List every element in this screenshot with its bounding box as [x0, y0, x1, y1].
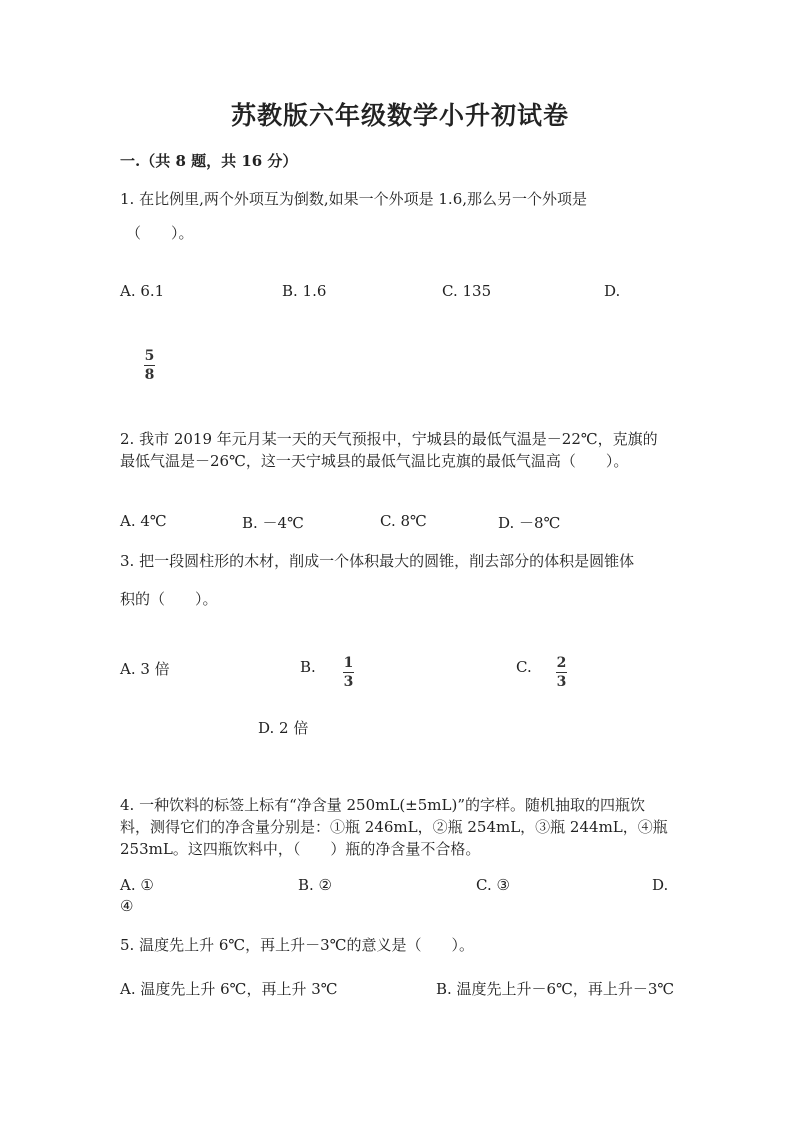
- q2-option-c[interactable]: C. 8℃: [380, 512, 427, 530]
- fraction-denominator: 8: [144, 367, 155, 383]
- q2-option-a[interactable]: A. 4℃: [120, 512, 167, 530]
- fraction-bar: [343, 672, 354, 673]
- question-3-line-1: 3. 把一段圆柱形的木材，削成一个体积最大的圆锥，削去部分的体积是圆锥体: [120, 552, 635, 570]
- q5-option-b[interactable]: B. 温度先上升－6℃，再上升－3℃: [436, 980, 675, 998]
- q1-option-b[interactable]: B. 1.6: [282, 282, 327, 300]
- q5-option-a[interactable]: A. 温度先上升 6℃，再上升 3℃: [120, 980, 338, 998]
- fraction-numerator: 2: [556, 655, 567, 671]
- question-1-line-2: （ ）。: [126, 224, 194, 242]
- q3-option-d[interactable]: D. 2 倍: [258, 719, 309, 737]
- fraction-denominator: 3: [556, 674, 567, 690]
- q3-option-b-fraction: [343, 652, 354, 690]
- page-title: 苏教版六年级数学小升初试卷: [230, 101, 569, 130]
- q1-option-d[interactable]: D.: [604, 282, 621, 300]
- q3-option-b[interactable]: B.: [300, 658, 316, 676]
- question-4-line-3: 253mL。这四瓶饮料中，（ ）瓶的净含量不合格。: [120, 840, 481, 858]
- q4-option-a[interactable]: A. ①: [120, 876, 154, 894]
- question-3-line-2: 积的（ ）。: [120, 590, 218, 608]
- q1-option-a[interactable]: A. 6.1: [120, 282, 165, 300]
- question-1-line-1: 1. 在比例里,两个外项互为倒数,如果一个外项是 1.6,那么另一个外项是: [120, 190, 588, 208]
- q3-option-c-fraction: [556, 652, 567, 690]
- q1-option-c[interactable]: C. 135: [442, 282, 492, 300]
- q3-option-a[interactable]: A. 3 倍: [120, 660, 170, 678]
- q4-option-b[interactable]: B. ②: [298, 876, 333, 894]
- question-2-line-1: 2. 我市 2019 年元月某一天的天气预报中，宁城县的最低气温是－22℃，克旗的: [120, 430, 658, 448]
- fraction-numerator: 5: [144, 348, 155, 364]
- q1-option-d-fraction: [144, 345, 155, 383]
- q4-option-c[interactable]: C. ③: [476, 876, 510, 894]
- question-4-line-2: 料，测得它们的净含量分别是：①瓶 246mL，②瓶 254mL，③瓶 244mL，④瓶: [120, 818, 668, 836]
- question-2-line-2: 最低气温是－26℃，这一天宁城县的最低气温比克旗的最低气温高（ ）。: [120, 452, 629, 470]
- q4-option-d-wrap: ④: [120, 897, 134, 915]
- fraction-numerator: 1: [343, 655, 354, 671]
- question-5-line-1: 5. 温度先上升 6℃，再上升－3℃的意义是（ ）。: [120, 936, 474, 954]
- fraction-bar: [144, 365, 155, 366]
- q2-option-b[interactable]: B. －4℃: [242, 514, 304, 532]
- question-4-line-1: 4. 一种饮料的标签上标有“净含量 250mL(±5mL)”的字样。随机抽取的四瓶饮: [120, 796, 646, 814]
- q2-option-d[interactable]: D. －8℃: [498, 514, 561, 532]
- fraction-bar: [556, 672, 567, 673]
- q3-option-c[interactable]: C.: [516, 658, 532, 676]
- fraction-denominator: 3: [343, 674, 354, 690]
- q4-option-d[interactable]: D.: [652, 876, 669, 894]
- section-heading: 一.（共 8 题，共 16 分）: [120, 152, 298, 170]
